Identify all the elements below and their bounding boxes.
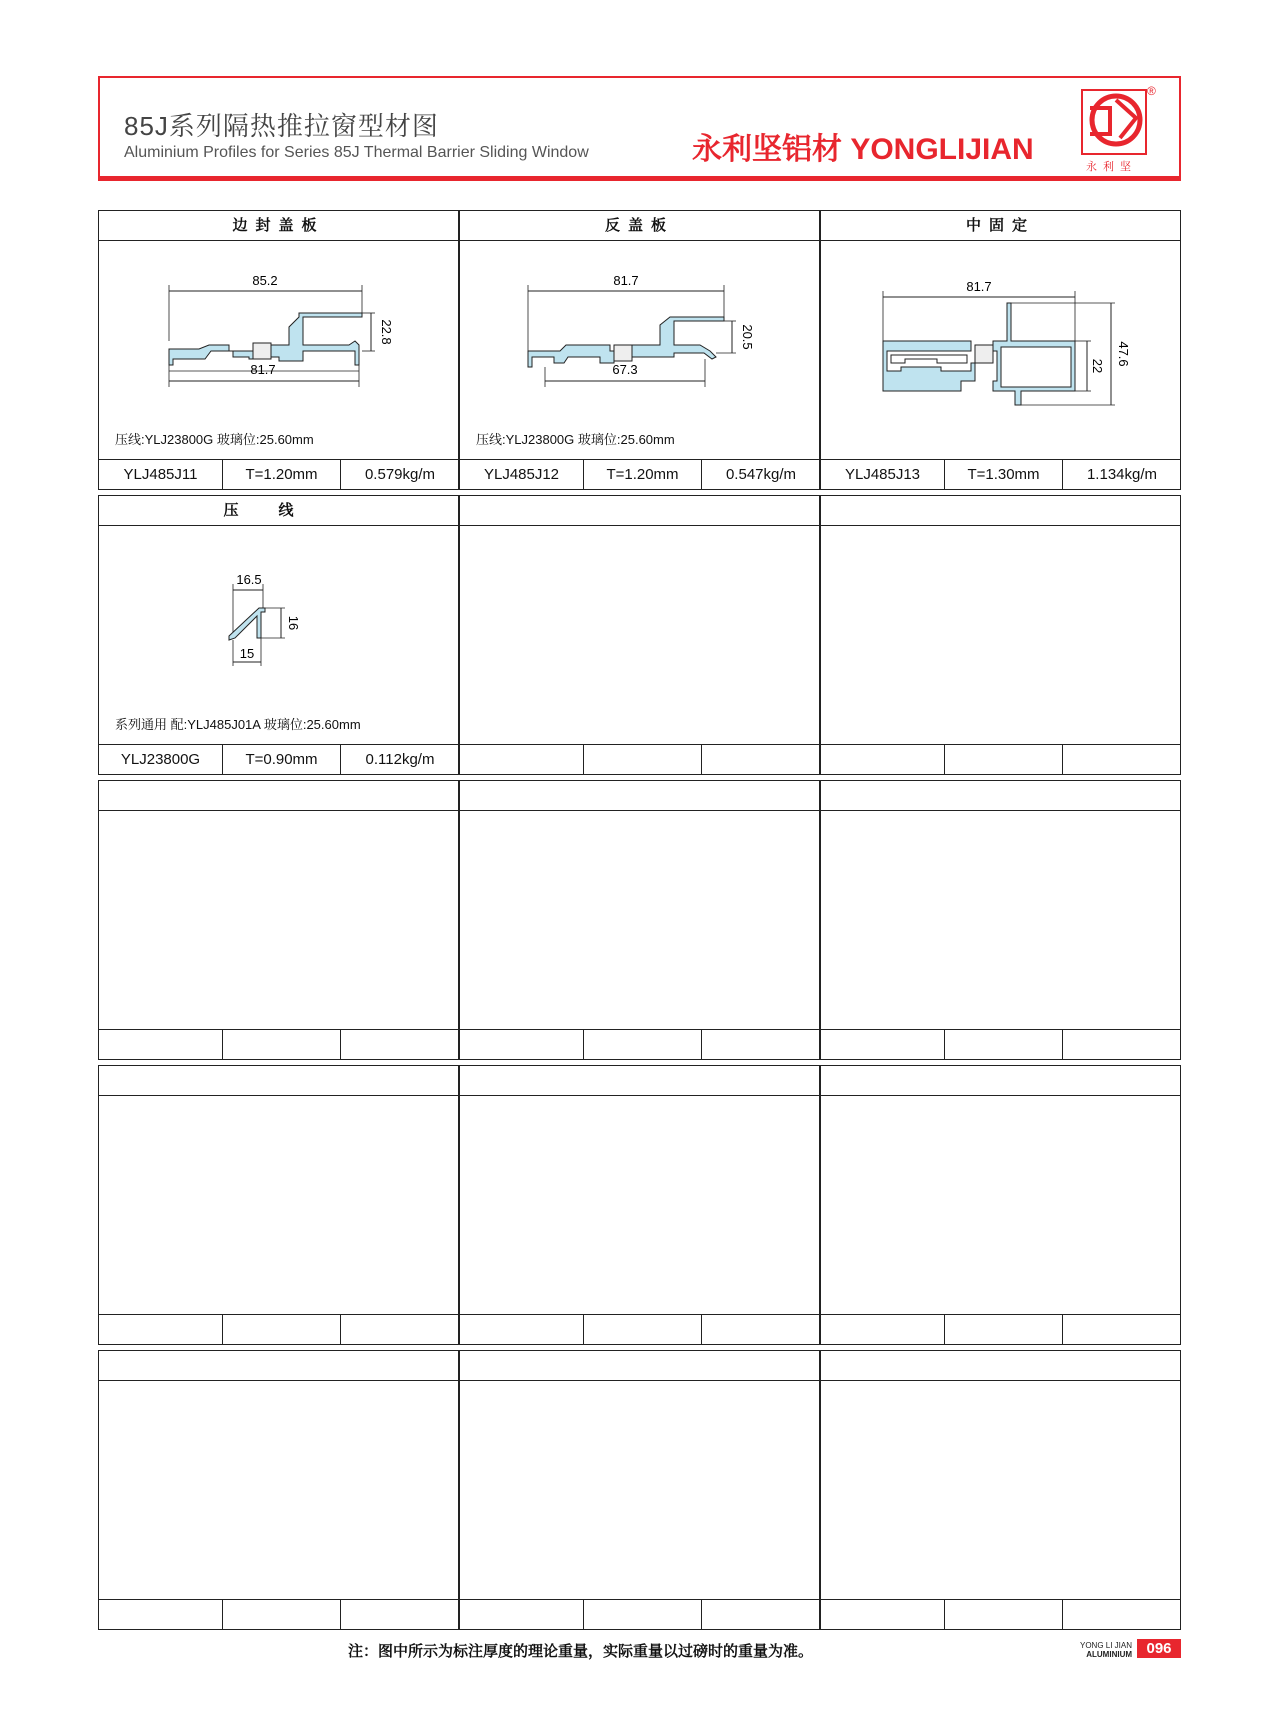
profile-drawing-area — [99, 241, 458, 461]
profile-name: 压线 — [99, 496, 458, 526]
profile-drawing — [460, 241, 819, 461]
empty-spec-cell — [945, 1030, 1063, 1059]
empty-card — [820, 780, 1181, 1060]
empty-spec-cell — [702, 1315, 820, 1344]
empty-spec-cell — [821, 1030, 945, 1059]
empty-spec-cell — [460, 1315, 584, 1344]
brand-logo-icon — [1080, 88, 1148, 158]
empty-spec-row — [460, 1599, 819, 1629]
empty-card — [820, 495, 1181, 775]
profile-drawing-area — [99, 526, 458, 746]
profile-spec-row — [460, 459, 819, 489]
empty-head — [821, 1066, 1180, 1096]
empty-spec-row — [99, 1029, 458, 1059]
empty-spec-cell — [702, 1030, 820, 1059]
empty-spec-cell — [460, 1600, 584, 1629]
registered-mark: ® — [1147, 84, 1156, 98]
dim-side-outer: 47.6 — [1116, 341, 1131, 367]
profile-spec-row — [821, 459, 1180, 489]
dim-top: 85.2 — [252, 273, 278, 288]
empty-spec-cell — [584, 1600, 702, 1629]
empty-card — [820, 1350, 1181, 1630]
page-title-en: Aluminium Profiles for Series 85J Thermal Barrier Sliding Window — [124, 144, 589, 161]
empty-spec-cell — [945, 745, 1063, 774]
empty-spec-cell — [1063, 1600, 1181, 1629]
empty-spec-cell — [702, 745, 820, 774]
profile-name: 反盖板 — [460, 211, 819, 241]
empty-head — [821, 1351, 1180, 1381]
page-header — [98, 76, 1181, 181]
footer-brand — [1080, 1641, 1132, 1659]
empty-spec-cell — [223, 1600, 341, 1629]
profile-note: 压线:YLJ23800G 玻璃位:25.60mm — [476, 432, 675, 447]
dim-bottom: 15 — [239, 646, 255, 661]
dim-side: 16 — [286, 615, 301, 631]
empty-spec-cell — [460, 745, 584, 774]
empty-head — [99, 781, 458, 811]
weight-footnote: 注：图中所示为标注厚度的理论重量，实际重量以过磅时的重量为准。 — [348, 1643, 814, 1660]
dim-side: 22.8 — [379, 319, 394, 345]
profile-code: YLJ485J12 — [460, 460, 584, 489]
empty-spec-row — [460, 744, 819, 774]
empty-card — [820, 1065, 1181, 1345]
profile-spec-row — [99, 744, 458, 774]
profile-drawing — [99, 241, 458, 461]
empty-spec-cell — [702, 1600, 820, 1629]
empty-spec-cell — [223, 1030, 341, 1059]
empty-spec-cell — [584, 745, 702, 774]
empty-spec-cell — [584, 1315, 702, 1344]
empty-head — [460, 1066, 819, 1096]
profile-weight: 0.112kg/m — [365, 751, 435, 768]
profile-thickness: T=1.30mm — [945, 460, 1063, 489]
profile-drawing — [821, 241, 1180, 461]
empty-card — [459, 780, 820, 1060]
empty-spec-cell — [945, 1600, 1063, 1629]
empty-spec-row — [460, 1314, 819, 1344]
brand-name: 永利坚铝材 YONGLIJIAN — [692, 133, 1034, 166]
page-number: 096 — [1137, 1639, 1181, 1658]
empty-spec-cell — [1063, 1315, 1181, 1344]
empty-card — [459, 1065, 820, 1345]
empty-spec-cell — [99, 1315, 223, 1344]
empty-spec-row — [460, 1029, 819, 1059]
profile-code: YLJ485J13 — [821, 460, 945, 489]
empty-spec-cell — [341, 1030, 459, 1059]
dim-side-inner: 22 — [1090, 358, 1105, 374]
empty-head — [460, 781, 819, 811]
empty-spec-cell — [945, 1315, 1063, 1344]
profile-code: YLJ485J11 — [99, 460, 223, 489]
empty-card — [98, 780, 459, 1060]
empty-spec-cell — [821, 1600, 945, 1629]
logo-caption: 永利坚 — [1086, 161, 1137, 173]
empty-card — [98, 1065, 459, 1345]
profile-card — [459, 210, 820, 490]
profile-drawing — [99, 526, 458, 746]
profile-code: YLJ23800G — [99, 745, 223, 774]
empty-head — [821, 781, 1180, 811]
page-title-cn: 85J系列隔热推拉窗型材图 — [124, 111, 439, 141]
empty-spec-cell — [584, 1030, 702, 1059]
footer-brand-line-2: ALUMINIUM — [1086, 1650, 1133, 1659]
empty-spec-cell — [1063, 745, 1181, 774]
profile-note: 压线:YLJ23800G 玻璃位:25.60mm — [115, 432, 314, 447]
empty-spec-cell — [821, 1315, 945, 1344]
dim-top: 81.7 — [613, 273, 639, 288]
empty-spec-cell — [1063, 1030, 1181, 1059]
grid-row-4 — [98, 1065, 1181, 1345]
profile-thickness: T=1.20mm — [223, 460, 341, 489]
profile-note: 系列通用 配:YLJ485J01A 玻璃位:25.60mm — [115, 717, 361, 732]
profile-spec-row — [99, 459, 458, 489]
profile-thickness: T=1.20mm — [584, 460, 702, 489]
empty-spec-row — [99, 1599, 458, 1629]
empty-head — [460, 496, 819, 526]
empty-spec-cell — [341, 1600, 459, 1629]
empty-spec-cell — [821, 745, 945, 774]
profile-name: 中固定 — [821, 211, 1180, 241]
profile-card — [820, 210, 1181, 490]
grid-row-1 — [98, 210, 1181, 490]
empty-spec-row — [821, 1029, 1180, 1059]
empty-card — [459, 1350, 820, 1630]
empty-card — [459, 495, 820, 775]
profile-weight: 0.579kg/m — [364, 466, 436, 483]
dim-bottom: 67.3 — [612, 362, 638, 377]
empty-head — [99, 1351, 458, 1381]
profile-card — [98, 495, 459, 775]
grid-row-5 — [98, 1350, 1181, 1630]
dim-top: 81.7 — [966, 279, 992, 294]
empty-spec-row — [821, 1599, 1180, 1629]
profile-name: 边封盖板 — [99, 211, 458, 241]
profile-weight: 1.134kg/m — [1086, 466, 1158, 483]
empty-spec-cell — [223, 1315, 341, 1344]
dim-side: 20.5 — [740, 324, 755, 350]
empty-card — [98, 1350, 459, 1630]
dim-top: 16.5 — [236, 572, 262, 587]
grid-row-2 — [98, 495, 1181, 775]
footer-brand-line-1: YONG LI JIAN — [1080, 1641, 1133, 1650]
empty-spec-cell — [460, 1030, 584, 1059]
empty-spec-row — [821, 1314, 1180, 1344]
profile-drawing-area — [821, 241, 1180, 461]
profile-weight: 0.547kg/m — [725, 466, 797, 483]
empty-spec-cell — [99, 1600, 223, 1629]
empty-head — [99, 1066, 458, 1096]
profile-thickness: T=0.90mm — [223, 745, 341, 774]
empty-head — [460, 1351, 819, 1381]
empty-spec-row — [821, 744, 1180, 774]
empty-spec-cell — [99, 1030, 223, 1059]
dim-bottom: 81.7 — [250, 362, 276, 377]
empty-head — [821, 496, 1180, 526]
profile-drawing-area — [460, 241, 819, 461]
empty-spec-cell — [341, 1315, 459, 1344]
empty-spec-row — [99, 1314, 458, 1344]
profile-card — [98, 210, 459, 490]
grid-row-3 — [98, 780, 1181, 1060]
